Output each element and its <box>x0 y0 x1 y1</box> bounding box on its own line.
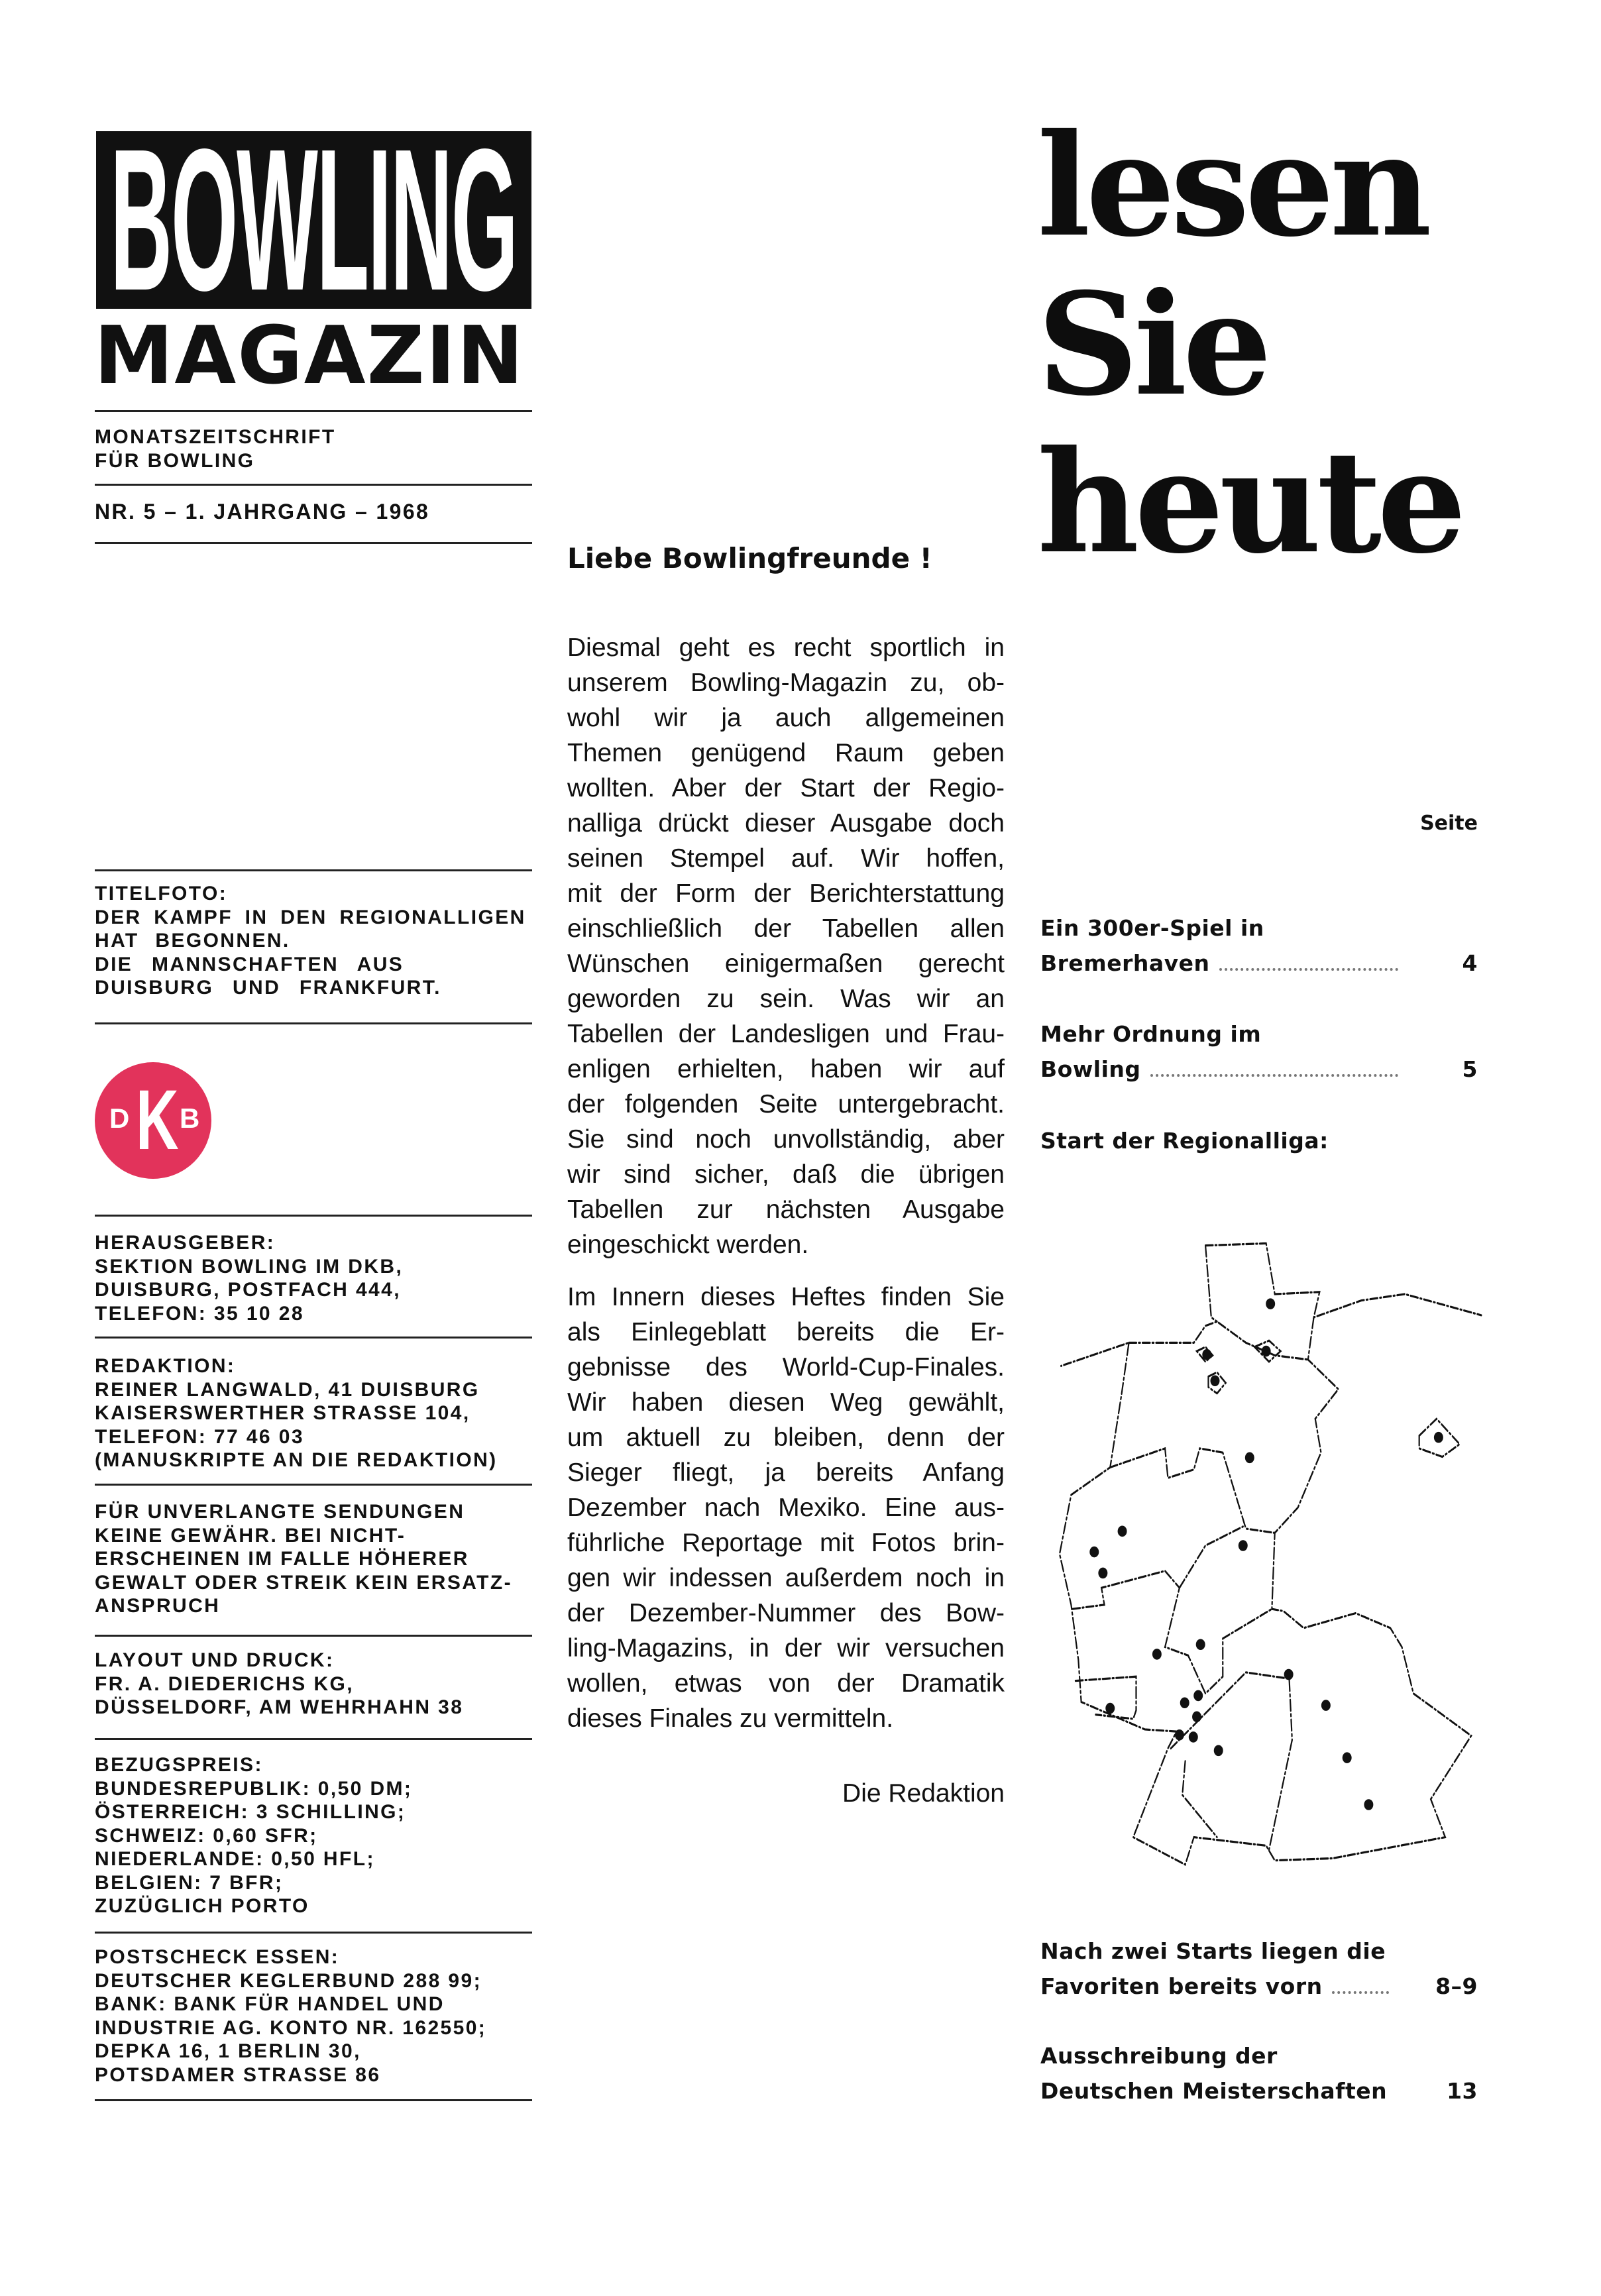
logo-word: BOWLING <box>110 131 518 309</box>
dkb-logo <box>95 1062 211 1179</box>
logo-letter: B <box>180 1103 200 1134</box>
map-location-dot <box>1175 1729 1184 1741</box>
price-line: SCHWEIZ: 0,60 SFR; <box>95 1824 318 1847</box>
paragraph-line: wollen, etwas von der Dramatik <box>567 1669 1005 1698</box>
dot-leader <box>1150 1074 1398 1077</box>
paragraph-line: wir sind sicher, daß die übrigen <box>567 1160 1005 1189</box>
disclaimer-line: GEWALT ODER STREIK KEIN ERSATZ- <box>95 1571 512 1594</box>
map-location-dot <box>1105 1703 1115 1714</box>
editorial-office-line: TELEFON: 77 46 03 <box>95 1425 304 1448</box>
logo-letter: D <box>109 1103 130 1134</box>
paragraph-line: um aktuell zu bleiben, denn der <box>567 1423 1005 1452</box>
paragraph-line: seinen Stempel auf. Wir hoffen, <box>567 844 1005 873</box>
paragraph-line: eingeschickt werden. <box>567 1230 809 1259</box>
toc-title: Nach zwei Starts liegen die <box>1040 1938 1386 1964</box>
map-location-dot <box>1192 1712 1201 1723</box>
paragraph-line: Sie sind noch unvollständig, aber <box>567 1125 1005 1154</box>
dot-leader <box>1332 1991 1389 1994</box>
divider <box>95 1484 532 1486</box>
paragraph-line: einschließlich der Tabellen allen <box>567 914 1005 943</box>
map-border <box>1060 1243 1481 1865</box>
printer-line: DÜSSELDORF, AM WEHRHAHN 38 <box>95 1696 464 1718</box>
toc-title: Ein 300er-Spiel in <box>1040 915 1264 941</box>
toc-page-number: 4 <box>1462 950 1478 976</box>
printer-block <box>95 1649 545 1720</box>
disclaimer-line: FÜR UNVERLANGTE SENDUNGEN <box>95 1501 465 1523</box>
editorial-paragraph-1 <box>567 630 1005 1262</box>
paragraph-line: ling-Magazins, in der wir versuchen <box>567 1634 1005 1663</box>
map-location-dot <box>1434 1432 1443 1443</box>
tagline-line: MONATSZEITSCHRIFT <box>95 426 336 448</box>
map-location-dot <box>1214 1745 1223 1757</box>
toc-title: Favoriten bereits vorn <box>1040 1973 1323 1999</box>
tagline-line: FÜR BOWLING <box>95 449 255 472</box>
page-column-label: Seite <box>1420 812 1478 835</box>
map-location-dot <box>1152 1649 1162 1660</box>
divider <box>95 1337 532 1339</box>
printer-line: FR. A. DIEDERICHS KG, <box>95 1672 354 1695</box>
map-border <box>1171 1672 1292 1850</box>
map-location-dot <box>1118 1526 1127 1537</box>
publisher-line: SEKTION BOWLING IM DKB, <box>95 1255 404 1278</box>
publisher-line: TELEFON: 35 10 28 <box>95 1302 304 1325</box>
editorial-office-line: REINER LANGWALD, 41 DUISBURG <box>95 1378 480 1401</box>
map-border <box>1180 1527 1243 1588</box>
price-line: NIEDERLANDE: 0,50 HFL; <box>95 1848 375 1870</box>
disclaimer-line: KEINE GEWÄHR. BEI NICHT- <box>95 1524 406 1547</box>
paragraph-line: Wir haben diesen Weg gewählt, <box>567 1388 1005 1417</box>
magazine-subtitle: MAGAZIN <box>94 310 525 402</box>
map-location-dot <box>1284 1669 1294 1680</box>
disclaimer-line: ANSPRUCH <box>95 1595 221 1617</box>
logo-letter: K <box>136 1073 179 1168</box>
caption-line: DUISBURG UND FRANKFURT. <box>95 977 441 999</box>
editorial-office-line: REDAKTION: <box>95 1355 236 1377</box>
map-border <box>1182 1761 1217 1837</box>
toc-item[interactable] <box>1040 1123 1478 1158</box>
toc-item[interactable] <box>1040 1934 1478 2004</box>
tagline <box>95 425 545 472</box>
paragraph-line: wollten. Aber der Start der Regio- <box>567 774 1005 802</box>
divider <box>95 1215 532 1217</box>
map-location-dot <box>1262 1346 1271 1357</box>
caption-line: HAT BEGONNEN. <box>95 930 290 952</box>
paragraph-line: nalliga drückt dieser Ausgabe doch <box>567 809 1005 838</box>
headline-word: lesen <box>1037 103 1427 268</box>
paragraph-line: wohl wir ja auch allgemeinen <box>567 704 1005 732</box>
toc-title: Mehr Ordnung im <box>1040 1021 1262 1047</box>
map-location-dot <box>1193 1690 1203 1702</box>
divider <box>95 484 532 486</box>
map-location-dot <box>1239 1540 1248 1551</box>
bank-line: DEPKA 16, 1 BERLIN 30, <box>95 2040 361 2062</box>
headline-word: heute <box>1037 419 1462 584</box>
editorial-office-line: KAISERSWERTHER STRASSE 104, <box>95 1402 470 1424</box>
divider <box>95 2099 532 2101</box>
divider <box>95 1738 532 1740</box>
toc-page-number: 5 <box>1462 1056 1478 1082</box>
paragraph-line: Diesmal geht es recht sportlich in <box>567 633 1005 662</box>
map-location-dot <box>1245 1452 1254 1464</box>
bank-line: INDUSTRIE AG. KONTO NR. 162550; <box>95 2016 487 2039</box>
paragraph-line: Tabellen der Landesligen und Frau- <box>567 1020 1005 1048</box>
bank-line: BANK: BANK FÜR HANDEL UND <box>95 1993 445 2015</box>
editorial-greeting: Liebe Bowlingfreunde ! <box>567 542 932 574</box>
caption-line: DER KAMPF IN DEN REGIONALLIGEN <box>95 906 526 928</box>
dot-leader <box>1219 968 1399 971</box>
toc-page-number: 13 <box>1447 2078 1478 2104</box>
publisher-block <box>95 1231 545 1325</box>
toc-title: Deutschen Meisterschaften <box>1040 2078 1388 2104</box>
disclaimer-line: ERSCHEINEN IM FALLE HÖHERER <box>95 1548 469 1570</box>
map-location-dot <box>1211 1375 1220 1386</box>
paragraph-line: Im Innern dieses Heftes finden Sie <box>567 1283 1005 1311</box>
headline-word: Sie <box>1037 262 1268 427</box>
paragraph-line: enligen erhielten, haben wir auf <box>567 1055 1005 1083</box>
divider <box>95 1635 532 1637</box>
map-location-dot <box>1266 1298 1275 1309</box>
bank-line: POSTSCHECK ESSEN: <box>95 1946 340 1968</box>
toc-item[interactable] <box>1040 910 1478 981</box>
toc-title: Ausschreibung der <box>1040 2043 1278 2069</box>
editorial-paragraph-2 <box>567 1280 1005 1736</box>
paragraph-line: Themen genügend Raum geben <box>567 739 1005 767</box>
divider <box>95 410 532 412</box>
map-location-dot <box>1364 1799 1373 1810</box>
paragraph-line: gen wir indessen außerdem noch in <box>567 1564 1005 1592</box>
paragraph-line: Dezember nach Mexiko. Eine aus- <box>567 1494 1005 1522</box>
toc-title: Bremerhaven <box>1040 950 1210 976</box>
map-location-dot <box>1321 1700 1331 1711</box>
map-location-dot <box>1180 1697 1189 1708</box>
map-location-dot <box>1098 1568 1107 1579</box>
toc-title: Bowling <box>1040 1056 1141 1082</box>
editorial-signoff: Die Redaktion <box>842 1779 1005 1808</box>
caption-line: DIE MANNSCHAFTEN AUS <box>95 953 404 975</box>
editorial-office-block <box>95 1354 545 1472</box>
paragraph-line: als Einlegeblatt bereits die Er- <box>567 1318 1005 1346</box>
map-location-dot <box>1202 1349 1211 1360</box>
bank-line: POTSDAMER STRASSE 86 <box>95 2063 381 2086</box>
cover-photo-caption <box>95 882 545 1000</box>
paragraph-line: der Dezember-Nummer des Bow- <box>567 1599 1005 1627</box>
paragraph-line: mit der Form der Berichterstattung <box>567 879 1005 908</box>
paragraph-line: Tabellen zur nächsten Ausgabe <box>567 1195 1005 1224</box>
paragraph-line: Sieger fliegt, ja bereits Anfang <box>567 1458 1005 1487</box>
price-block <box>95 1753 545 1918</box>
paragraph-line: gebnisse des World-Cup-Finales. <box>567 1353 1005 1382</box>
bank-line: DEUTSCHER KEGLERBUND 288 99; <box>95 1969 482 1992</box>
paragraph-line: führliche Reportage mit Fotos brin- <box>567 1529 1005 1557</box>
divider <box>95 1022 532 1024</box>
germany-regional-league-map <box>1044 1216 1494 1875</box>
map-location-dot <box>1343 1752 1352 1763</box>
disclaimer-block <box>95 1500 545 1618</box>
editorial-office-line: (MANUSKRIPTE AN DIE REDAKTION) <box>95 1449 498 1471</box>
bowling-logo <box>96 131 531 309</box>
bank-block <box>95 1945 545 2087</box>
divider <box>95 1932 532 1934</box>
price-line: BUNDESREPUBLIK: 0,50 DM; <box>95 1777 413 1800</box>
toc-item[interactable] <box>1040 1016 1478 1087</box>
paragraph-line: unserem Bowling-Magazin zu, ob- <box>567 669 1005 697</box>
paragraph-line: Wünschen einigermaßen gerecht <box>567 950 1005 978</box>
divider <box>95 869 532 871</box>
paragraph-line: geworden zu sein. Was wir an <box>567 985 1005 1013</box>
paragraph-line: dieses Finales zu vermitteln. <box>567 1704 894 1733</box>
toc-page-number: 8–9 <box>1435 1973 1478 1999</box>
map-location-dot <box>1196 1639 1205 1650</box>
price-line: BELGIEN: 7 BFR; <box>95 1871 284 1894</box>
toc-title: Start der Regionalliga: <box>1040 1128 1329 1154</box>
publisher-line: HERAUSGEBER: <box>95 1232 276 1254</box>
publisher-line: DUISBURG, POSTFACH 444, <box>95 1279 401 1301</box>
divider <box>95 542 532 544</box>
map-location-dot <box>1189 1731 1198 1743</box>
printer-line: LAYOUT UND DRUCK: <box>95 1649 335 1671</box>
price-line: ZUZÜGLICH PORTO <box>95 1895 309 1917</box>
issue-info: NR. 5 – 1. JAHRGANG – 1968 <box>95 500 430 523</box>
price-line: ÖSTERREICH: 3 SCHILLING; <box>95 1801 406 1823</box>
toc-item[interactable] <box>1040 2038 1478 2108</box>
caption-line: TITELFOTO: <box>95 883 228 904</box>
map-location-dot <box>1089 1547 1099 1558</box>
paragraph-line: der folgenden Seite untergebracht. <box>567 1090 1005 1119</box>
price-line: BEZUGSPREIS: <box>95 1754 263 1776</box>
